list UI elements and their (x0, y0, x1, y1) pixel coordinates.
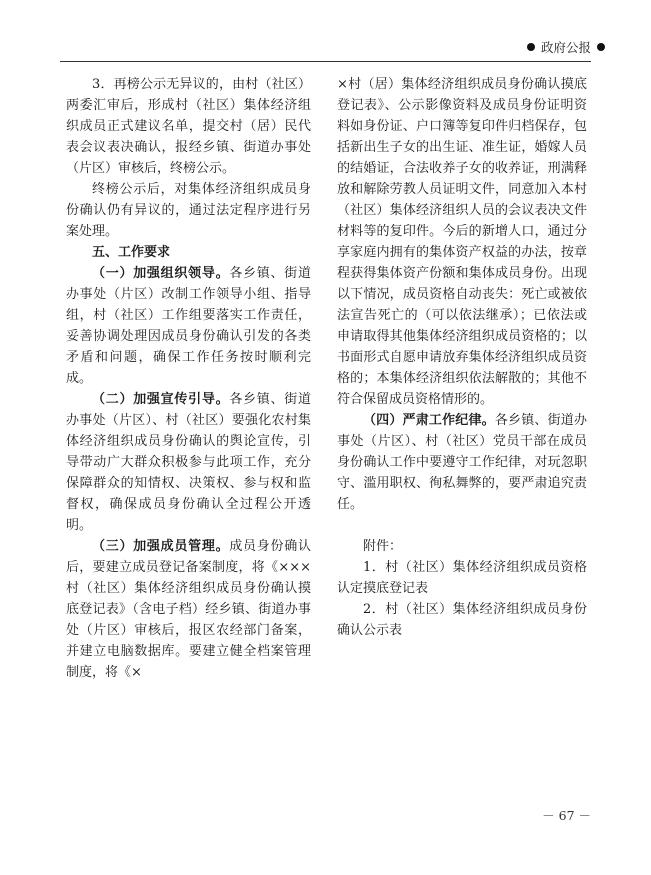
publication-title: 政府公报 (540, 40, 591, 55)
attachment-label: 附件： (363, 539, 403, 554)
page-header (527, 38, 605, 56)
page-number: － 67 － (542, 808, 591, 823)
subsection-body: 各乡镇、街道办事处（片区）改制工作领导小组、指导组，村（社区）工作组要落实工作责任，妥善协调处理因成员身份确认引发的各类矛盾和问题，确保工作任务按时顺利完成。 (66, 266, 311, 386)
attachment-item: 1．村（社区）集体经济组织成员资格认定摸底登记表 (337, 560, 587, 596)
attachment-item: 2．村（社区）集体经济组织成员身份确认公示表 (337, 602, 587, 638)
subsection-title: （三）加强成员管理。 (92, 539, 230, 554)
right-column (337, 74, 587, 641)
subsection-body: 各乡镇、街道办事处（片区）、村（社区）党员干部在成员身份确认工作中要遵守工作纪律，对玩忽职守、滥用职权、徇私舞弊的，要严肃追究责任。 (337, 413, 587, 512)
subsection-title: （一）加强组织领导。 (92, 266, 230, 281)
subsection-paragraph (66, 536, 311, 683)
subsection-paragraph (337, 410, 587, 515)
section-title: 五、工作要求 (92, 245, 171, 260)
bullet-dot-icon (527, 43, 535, 51)
subsection-title: （二）加强宣传引导。 (92, 392, 230, 407)
subsection-paragraph (66, 389, 311, 536)
paragraph: ×村（居）集体经济组织成员身份确认摸底登记表》、公示影像资料及成员身份证明资料如身份证、户口簿等复印件归档保存，包括新出生子女的出生证、准生证，婚嫁人员的结婚证，合法收养子女的收养证，刑满释放和解除劳教人员证明文件，同意加入本村（社区）集体经济组织人员的会议表决文件材料等的复印件。今后的新增人口，通过分享家庭内拥有的集体资产权益的办法，按章程获得集体资产份额和集体成员身份。出现以下情况，成员资格自动丧失：死亡或被依法宣告死亡的（可以依法继承）；已依法或申请取得其他集体经济组织成员资格的；以书面形式自愿申请放弃集体经济组织成员资格的；本集体经济组织依法解散的；其他不符合保留成员资格情形的。 (337, 77, 587, 407)
subsection-body: 成员身份确认后，要建立成员登记备案制度，将《×××村（社区）集体经济组织成员身份确认摸底登记表》（含电子档）经乡镇、街道办事处（片区）审核后，报区农经部门备案，并建立电脑数据库。要建立健全档案管理制度，将《× (66, 539, 311, 680)
subsection-body: 各乡镇、街道办事处（片区）、村（社区）要强化农村集体经济组织成员身份确认的舆论宣传，引导带动广大群众积极参与此项工作，充分保障群众的知情权、决策权、参与权和监督权，确保成员身份确认全过程公开透明。 (66, 392, 311, 533)
left-column (66, 74, 311, 683)
bullet-dot-icon (597, 43, 605, 51)
paragraph: 3．再榜公示无异议的，由村（社区）两委汇审后，形成村（社区）集体经济组织成员正式建议名单，提交村（居）民代表会议表决确认，报经乡镇、街道办事处（片区）审核后，终榜公示。 (66, 77, 311, 176)
subsection-paragraph (66, 263, 311, 389)
subsection-title: （四）严肃工作纪律。 (363, 413, 495, 428)
paragraph: 终榜公示后，对集体经济组织成员身份确认仍有异议的，通过法定程序进行另案处理。 (66, 182, 311, 239)
header-rule (60, 61, 591, 62)
